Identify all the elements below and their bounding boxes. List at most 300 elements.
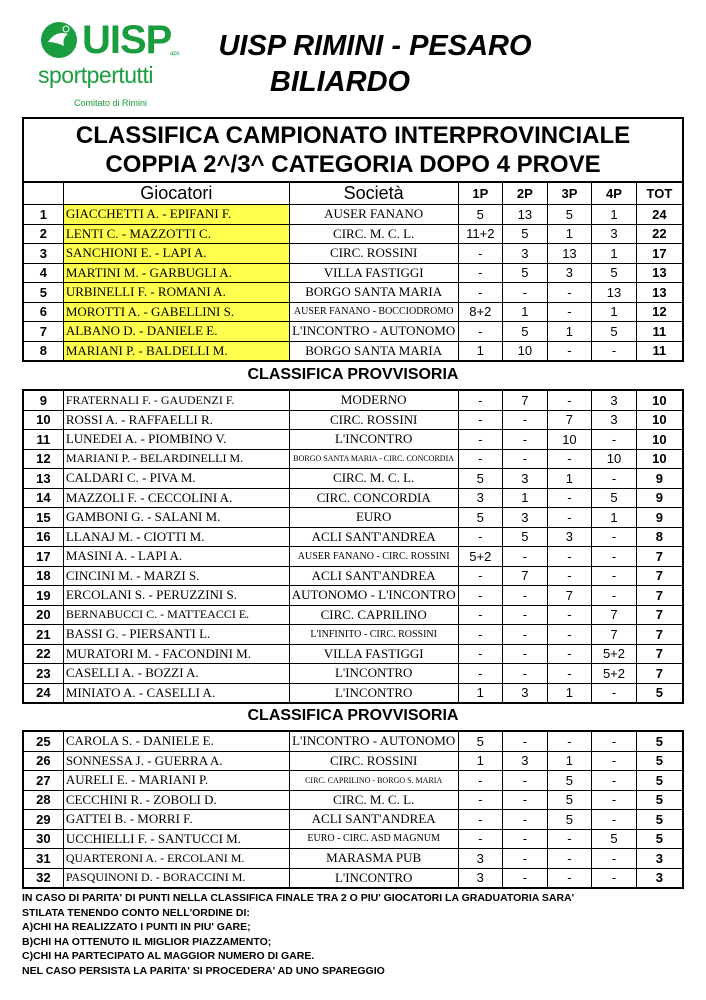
total-points-cell: 9 — [636, 469, 683, 489]
players-cell: MARIANI P. - BELARDINELLI M. — [63, 449, 289, 469]
round2-points-cell: - — [503, 605, 548, 625]
round2-points-cell: - — [503, 829, 548, 849]
club-cell: ACLI SANT'ANDREA — [289, 810, 458, 830]
rank-cell: 25 — [23, 731, 63, 751]
club-cell: CIRC. ROSSINI — [289, 410, 458, 430]
round3-points-cell: 5 — [547, 790, 592, 810]
round2-points-cell: - — [503, 731, 548, 751]
table-row — [23, 810, 683, 830]
round3-points-cell: - — [547, 731, 592, 751]
total-points-cell: 13 — [636, 283, 683, 303]
round2-points-cell: 3 — [503, 751, 548, 771]
rank-cell: 12 — [23, 449, 63, 469]
players-cell: LLANAJ M. - CIOTTI M. — [63, 527, 289, 547]
club-cell: AUSER FANANO — [289, 205, 458, 225]
players-cell: ERCOLANI S. - PERUZZINI S. — [63, 586, 289, 606]
table-row — [23, 868, 683, 888]
total-points-cell: 22 — [636, 224, 683, 244]
players-cell: LENTI C. - MAZZOTTI C. — [63, 224, 289, 244]
round1-points-cell: - — [458, 244, 503, 264]
players-cell: BERNABUCCI C. - MATTEACCI E. — [63, 605, 289, 625]
round1-points-cell: - — [458, 283, 503, 303]
table-header-row — [23, 182, 683, 205]
round4-points-cell: 1 — [592, 508, 637, 528]
players-cell: SANCHIONI E. - LAPI A. — [63, 244, 289, 264]
club-cell: MODERNO — [289, 390, 458, 410]
round1-points-cell: - — [458, 322, 503, 342]
round4-points-cell: - — [592, 790, 637, 810]
round4-points-cell: 5+2 — [592, 664, 637, 684]
table-row — [23, 410, 683, 430]
players-cell: ALBANO D. - DANIELE E. — [63, 322, 289, 342]
total-points-cell: 9 — [636, 488, 683, 508]
rank-cell: 7 — [23, 322, 63, 342]
round3-points-cell: - — [547, 664, 592, 684]
round1-points-cell: - — [458, 430, 503, 450]
round3-points-cell: - — [547, 341, 592, 361]
club-cell: EURO - CIRC. ASD MAGNUM — [289, 829, 458, 849]
table-row — [23, 625, 683, 645]
players-cell: CASELLI A. - BOZZI A. — [63, 664, 289, 684]
round1-points-cell: 3 — [458, 849, 503, 869]
round4-points-cell: - — [592, 566, 637, 586]
round1-points-cell: - — [458, 810, 503, 830]
players-cell: CALDARI C. - PIVA M. — [63, 469, 289, 489]
total-points-cell: 7 — [636, 605, 683, 625]
table-row — [23, 771, 683, 791]
round3-points-cell: - — [547, 868, 592, 888]
round2-points-cell: 7 — [503, 390, 548, 410]
players-cell: UCCHIELLI F. - SANTUCCI M. — [63, 829, 289, 849]
note-line: IN CASO DI PARITA' DI PUNTI NELLA CLASSIFICA FINALE TRA 2 O PIU' GIOCATORI LA GRADUATORIA SARA' — [22, 892, 575, 904]
total-points-cell: 7 — [636, 644, 683, 664]
rank-cell: 16 — [23, 527, 63, 547]
table-row — [23, 322, 683, 342]
round2-points-cell: 3 — [503, 508, 548, 528]
round1-points-cell: - — [458, 664, 503, 684]
total-points-cell: 10 — [636, 390, 683, 410]
note-line: STILATA TENENDO CONTO NELL'ORDINE DI: — [22, 906, 250, 919]
round1-points-cell: - — [458, 586, 503, 606]
logo-aps: aps — [170, 51, 180, 57]
round2-points-cell: 3 — [503, 244, 548, 264]
table-row — [23, 683, 683, 703]
club-cell: L'INCONTRO - AUTONOMO — [289, 731, 458, 751]
ranking-table-bottom — [22, 730, 684, 889]
rank-cell: 13 — [23, 469, 63, 489]
table-row — [23, 547, 683, 567]
club-cell: BORGO SANTA MARIA — [289, 283, 458, 303]
round2-points-cell: - — [503, 449, 548, 469]
round4-points-cell: - — [592, 586, 637, 606]
players-cell: CECCHINI R. - ZOBOLI D. — [63, 790, 289, 810]
rank-cell: 20 — [23, 605, 63, 625]
round2-points-cell: - — [503, 664, 548, 684]
header-title: UISP RIMINI - PESARO — [218, 30, 532, 62]
rank-cell: 4 — [23, 263, 63, 283]
club-cell: MARASMA PUB — [289, 849, 458, 869]
club-cell: AUSER FANANO - CIRC. ROSSINI — [289, 547, 458, 567]
round4-points-cell: - — [592, 527, 637, 547]
round3-points-cell: 1 — [547, 751, 592, 771]
round1-points-cell: - — [458, 410, 503, 430]
round3-points-cell: 5 — [547, 205, 592, 225]
rank-cell: 15 — [23, 508, 63, 528]
table-row — [23, 283, 683, 303]
round1-points-cell: - — [458, 625, 503, 645]
round2-points-cell: 5 — [503, 224, 548, 244]
players-cell: GIACCHETTI A. - EPIFANI F. — [63, 205, 289, 225]
total-points-cell: 5 — [636, 771, 683, 791]
table-row — [23, 449, 683, 469]
round1-points-cell: 5 — [458, 469, 503, 489]
table-row — [23, 731, 683, 751]
club-cell: L'INFINITO - CIRC. ROSSINI — [289, 625, 458, 645]
total-points-cell: 7 — [636, 547, 683, 567]
round3-points-cell: 1 — [547, 469, 592, 489]
uisp-logo — [36, 18, 186, 113]
round3-points-cell: - — [547, 644, 592, 664]
total-points-cell: 11 — [636, 341, 683, 361]
players-cell: MINIATO A. - CASELLI A. — [63, 683, 289, 703]
round1-points-cell: - — [458, 527, 503, 547]
rank-cell: 19 — [23, 586, 63, 606]
rank-cell: 31 — [23, 849, 63, 869]
round1-points-cell: - — [458, 449, 503, 469]
round2-points-cell: - — [503, 644, 548, 664]
round1-points-cell: 3 — [458, 868, 503, 888]
table-row — [23, 790, 683, 810]
header-tot: TOT — [636, 182, 683, 205]
round3-points-cell: - — [547, 390, 592, 410]
main-title-line2: COPPIA 2^/3^ CATEGORIA DOPO 4 PROVE — [105, 151, 601, 178]
round3-points-cell: 5 — [547, 810, 592, 830]
rank-cell: 11 — [23, 430, 63, 450]
ranking-table-middle — [22, 389, 684, 704]
total-points-cell: 10 — [636, 430, 683, 450]
round2-points-cell: 1 — [503, 488, 548, 508]
round2-points-cell: 13 — [503, 205, 548, 225]
club-cell: CIRC. M. C. L. — [289, 469, 458, 489]
players-cell: CINCINI M. - MARZI S. — [63, 566, 289, 586]
logo-tagline: sportpertutti — [38, 62, 153, 88]
header-pos — [23, 182, 63, 205]
club-cell: ACLI SANT'ANDREA — [289, 566, 458, 586]
club-cell: CIRC. CONCORDIA — [289, 488, 458, 508]
round4-points-cell: 5 — [592, 263, 637, 283]
total-points-cell: 3 — [636, 849, 683, 869]
note-line: NEL CASO PERSISTA LA PARITA' SI PROCEDERA' AD UNO SPAREGGIO — [22, 964, 385, 977]
total-points-cell: 7 — [636, 625, 683, 645]
round2-points-cell: - — [503, 586, 548, 606]
club-cell: BORGO SANTA MARIA - CIRC. CONCORDIA — [289, 449, 458, 469]
round2-points-cell: 3 — [503, 469, 548, 489]
header-2p: 2P — [503, 182, 548, 205]
round2-points-cell: - — [503, 771, 548, 791]
club-cell: VILLA FASTIGGI — [289, 263, 458, 283]
table-row — [23, 205, 683, 225]
club-cell: ACLI SANT'ANDREA — [289, 527, 458, 547]
rank-cell: 22 — [23, 644, 63, 664]
players-cell: MARIANI P. - BALDELLI M. — [63, 341, 289, 361]
round3-points-cell: - — [547, 508, 592, 528]
round4-points-cell: - — [592, 868, 637, 888]
table-row — [23, 390, 683, 410]
main-title — [22, 117, 684, 181]
club-cell: CIRC. CAPRILINO — [289, 605, 458, 625]
round4-points-cell: 10 — [592, 449, 637, 469]
total-points-cell: 5 — [636, 790, 683, 810]
note-line: C)CHI HA PARTECIPATO AL MAGGIOR NUMERO DI GARE. — [22, 950, 315, 963]
round4-points-cell: 5 — [592, 829, 637, 849]
round1-points-cell: 5 — [458, 731, 503, 751]
round4-points-cell: - — [592, 810, 637, 830]
round2-points-cell: - — [503, 849, 548, 869]
rank-cell: 5 — [23, 283, 63, 303]
club-cell: CIRC. ROSSINI — [289, 244, 458, 264]
rank-cell: 3 — [23, 244, 63, 264]
rank-cell: 30 — [23, 829, 63, 849]
round2-points-cell: - — [503, 625, 548, 645]
total-points-cell: 8 — [636, 527, 683, 547]
round3-points-cell: 1 — [547, 683, 592, 703]
round3-points-cell: - — [547, 566, 592, 586]
table-row — [23, 508, 683, 528]
club-cell: CIRC. ROSSINI — [289, 751, 458, 771]
round1-points-cell: 1 — [458, 751, 503, 771]
players-cell: GATTEI B. - MORRI F. — [63, 810, 289, 830]
round2-points-cell: 3 — [503, 683, 548, 703]
total-points-cell: 12 — [636, 302, 683, 322]
rank-cell: 21 — [23, 625, 63, 645]
rank-cell: 2 — [23, 224, 63, 244]
rank-cell: 29 — [23, 810, 63, 830]
total-points-cell: 10 — [636, 410, 683, 430]
note-line: A)CHI HA REALIZZATO I PUNTI IN PIU' GARE; — [22, 921, 251, 934]
rank-cell: 26 — [23, 751, 63, 771]
round3-points-cell: 7 — [547, 586, 592, 606]
rank-cell: 14 — [23, 488, 63, 508]
players-cell: MOROTTI A. - GABELLINI S. — [63, 302, 289, 322]
table-row — [23, 302, 683, 322]
players-cell: CAROLA S. - DANIELE E. — [63, 731, 289, 751]
round1-points-cell: - — [458, 263, 503, 283]
rank-cell: 32 — [23, 868, 63, 888]
table-row — [23, 469, 683, 489]
total-points-cell: 10 — [636, 449, 683, 469]
round1-points-cell: - — [458, 605, 503, 625]
players-cell: PASQUINONI D. - BORACCINI M. — [63, 868, 289, 888]
ranking-table-top — [22, 181, 684, 362]
round1-points-cell: 5 — [458, 508, 503, 528]
round3-points-cell: 1 — [547, 322, 592, 342]
round4-points-cell: - — [592, 430, 637, 450]
total-points-cell: 5 — [636, 829, 683, 849]
rank-cell: 6 — [23, 302, 63, 322]
uisp-runner-icon — [38, 20, 80, 60]
total-points-cell: 5 — [636, 751, 683, 771]
round3-points-cell: 13 — [547, 244, 592, 264]
round4-points-cell: 5+2 — [592, 644, 637, 664]
round2-points-cell: 5 — [503, 263, 548, 283]
round2-points-cell: 5 — [503, 322, 548, 342]
rank-cell: 1 — [23, 205, 63, 225]
round4-points-cell: 3 — [592, 390, 637, 410]
players-cell: BASSI G. - PIERSANTI L. — [63, 625, 289, 645]
round1-points-cell: 5 — [458, 205, 503, 225]
round3-points-cell: - — [547, 488, 592, 508]
round4-points-cell: 7 — [592, 625, 637, 645]
club-cell: L'INCONTRO - AUTONOMO — [289, 322, 458, 342]
round2-points-cell: 7 — [503, 566, 548, 586]
club-cell: AUSER FANANO - BOCCIODROMO — [289, 302, 458, 322]
section-title-provisional-1: CLASSIFICA PROVVISORIA — [247, 366, 459, 383]
round2-points-cell: 1 — [503, 302, 548, 322]
tiebreak-notes — [22, 891, 702, 979]
round4-points-cell: 1 — [592, 244, 637, 264]
round4-points-cell: 7 — [592, 605, 637, 625]
total-points-cell: 7 — [636, 664, 683, 684]
round1-points-cell: 3 — [458, 488, 503, 508]
round2-points-cell: - — [503, 430, 548, 450]
total-points-cell: 11 — [636, 322, 683, 342]
table-row — [23, 829, 683, 849]
round4-points-cell: - — [592, 731, 637, 751]
round3-points-cell: - — [547, 449, 592, 469]
table-row — [23, 644, 683, 664]
header-subtitle: BILIARDO — [269, 66, 411, 98]
table-row — [23, 605, 683, 625]
table-row — [23, 224, 683, 244]
rank-cell: 28 — [23, 790, 63, 810]
header-3p: 3P — [547, 182, 592, 205]
round4-points-cell: 1 — [592, 205, 637, 225]
total-points-cell: 13 — [636, 263, 683, 283]
table-row — [23, 849, 683, 869]
round4-points-cell: - — [592, 469, 637, 489]
rank-cell: 10 — [23, 410, 63, 430]
rank-cell: 24 — [23, 683, 63, 703]
players-cell: MAZZOLI F. - CECCOLINI A. — [63, 488, 289, 508]
table-row — [23, 664, 683, 684]
players-cell: SONNESSA J. - GUERRA A. — [63, 751, 289, 771]
round3-points-cell: - — [547, 849, 592, 869]
round3-points-cell: 10 — [547, 430, 592, 450]
round1-points-cell: 8+2 — [458, 302, 503, 322]
round4-points-cell: 5 — [592, 322, 637, 342]
round3-points-cell: - — [547, 283, 592, 303]
table-row — [23, 244, 683, 264]
rank-cell: 23 — [23, 664, 63, 684]
table-row — [23, 341, 683, 361]
club-cell: L'INCONTRO — [289, 430, 458, 450]
round3-points-cell: - — [547, 302, 592, 322]
table-row — [23, 263, 683, 283]
round3-points-cell: 5 — [547, 771, 592, 791]
round3-points-cell: - — [547, 625, 592, 645]
round4-points-cell: 1 — [592, 302, 637, 322]
round3-points-cell: - — [547, 547, 592, 567]
round2-points-cell: - — [503, 810, 548, 830]
round3-points-cell: - — [547, 605, 592, 625]
round4-points-cell: 5 — [592, 488, 637, 508]
club-cell: EURO — [289, 508, 458, 528]
header-club: Società — [289, 182, 458, 205]
total-points-cell: 5 — [636, 683, 683, 703]
round2-points-cell: - — [503, 410, 548, 430]
round2-points-cell: - — [503, 790, 548, 810]
total-points-cell: 17 — [636, 244, 683, 264]
header-4p: 4P — [592, 182, 637, 205]
club-cell: CIRC. M. C. L. — [289, 790, 458, 810]
total-points-cell: 9 — [636, 508, 683, 528]
players-cell: MURATORI M. - FACONDINI M. — [63, 644, 289, 664]
total-points-cell: 5 — [636, 731, 683, 751]
table-row — [23, 430, 683, 450]
section-title-provisional-2: CLASSIFICA PROVVISORIA — [247, 707, 459, 724]
table-row — [23, 586, 683, 606]
main-title-line1: CLASSIFICA CAMPIONATO INTERPROVINCIALE — [75, 122, 631, 149]
round4-points-cell: 3 — [592, 410, 637, 430]
round1-points-cell: 1 — [458, 341, 503, 361]
round3-points-cell: 7 — [547, 410, 592, 430]
club-cell: BORGO SANTA MARIA — [289, 341, 458, 361]
club-cell: CIRC. M. C. L. — [289, 224, 458, 244]
logo-committee: Comitato di Rimini — [74, 98, 148, 108]
round2-points-cell: 10 — [503, 341, 548, 361]
total-points-cell: 5 — [636, 810, 683, 830]
round1-points-cell: 5+2 — [458, 547, 503, 567]
rank-cell: 17 — [23, 547, 63, 567]
round1-points-cell: - — [458, 644, 503, 664]
round2-points-cell: - — [503, 868, 548, 888]
round3-points-cell: 3 — [547, 527, 592, 547]
rank-cell: 8 — [23, 341, 63, 361]
players-cell: MARTINI M. - GARBUGLI A. — [63, 263, 289, 283]
table-row — [23, 751, 683, 771]
total-points-cell: 7 — [636, 566, 683, 586]
round4-points-cell: - — [592, 341, 637, 361]
club-cell: CIRC. CAPRILINO - BORGO S. MARIA — [289, 771, 458, 791]
players-cell: URBINELLI F. - ROMANI A. — [63, 283, 289, 303]
club-cell: L'INCONTRO — [289, 683, 458, 703]
logo-brand: UISP — [82, 18, 172, 62]
round2-points-cell: - — [503, 547, 548, 567]
round1-points-cell: - — [458, 829, 503, 849]
table-row — [23, 527, 683, 547]
round1-points-cell: - — [458, 566, 503, 586]
round4-points-cell: - — [592, 771, 637, 791]
players-cell: AURELI E. - MARIANI P. — [63, 771, 289, 791]
club-cell: VILLA FASTIGGI — [289, 644, 458, 664]
round3-points-cell: 3 — [547, 263, 592, 283]
round1-points-cell: 11+2 — [458, 224, 503, 244]
players-cell: ROSSI A. - RAFFAELLI R. — [63, 410, 289, 430]
round4-points-cell: 3 — [592, 224, 637, 244]
players-cell: MASINI A. - LAPI A. — [63, 547, 289, 567]
round2-points-cell: - — [503, 283, 548, 303]
table-row — [23, 488, 683, 508]
club-cell: L'INCONTRO — [289, 664, 458, 684]
round4-points-cell: - — [592, 751, 637, 771]
rank-cell: 9 — [23, 390, 63, 410]
round3-points-cell: 1 — [547, 224, 592, 244]
round4-points-cell: - — [592, 683, 637, 703]
rank-cell: 27 — [23, 771, 63, 791]
round1-points-cell: - — [458, 390, 503, 410]
club-cell: AUTONOMO - L'INCONTRO — [289, 586, 458, 606]
club-cell: L'INCONTRO — [289, 868, 458, 888]
